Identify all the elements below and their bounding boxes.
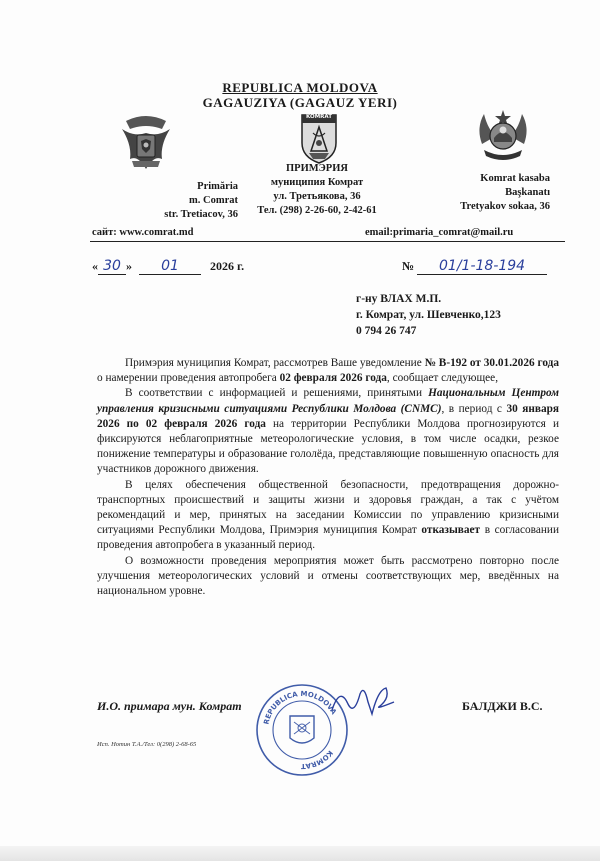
paragraph-2	[97, 386, 559, 477]
text-run: на территории Республики Молдова прогнозируются и фиксируются неблагоприятные метеорологические условия, в том числе осадки, резкое понижение температуры и образование гололёда, представляющие повышенную опасность для участников дорожного движения.	[97, 417, 559, 476]
cnmc-name: Национальным Центром управления кризисными ситуациями Республики Молдова (CNMC)	[97, 387, 559, 415]
page-bottom-shadow	[0, 846, 600, 861]
date-year: 2026 г.	[210, 259, 245, 273]
period-dates: 30 января 2026 по 02 февраля 2026 года	[97, 402, 560, 430]
header-middle-line: ул. Третьякова, 36	[273, 191, 361, 202]
notice-reference: № В-192 от 30.01.2026 года	[424, 357, 560, 369]
text-run: в согласовании проведения автопробега в указанный период.	[97, 524, 559, 552]
number-value: 01/1-18-194	[417, 258, 547, 275]
header-right-line: Komrat kasaba	[480, 173, 550, 184]
executor-note: Исп. Нотин Т.А./Тел: 0(298) 2-68-65	[97, 741, 197, 748]
text-run: , в период с	[441, 402, 507, 415]
text-run: Примэрия муниципия Комрат, рассмотрев Ваше уведомление	[125, 357, 425, 369]
header-left-line: Primăria	[197, 181, 238, 192]
seal-bottom-text: KOMRAT	[300, 748, 335, 771]
header-middle-line: муниципия Комрат	[270, 177, 364, 188]
paragraph-1	[97, 356, 559, 386]
number-label: №	[402, 259, 415, 273]
addressee-line: г-ну ВЛАХ М.П.	[356, 293, 442, 305]
addressee-block	[356, 291, 501, 339]
refusal-word: отказывает	[421, 524, 481, 537]
date-field	[92, 258, 244, 275]
emblem-label: KOMRAT	[306, 114, 332, 120]
header-divider	[90, 241, 565, 242]
addressee-line: г. Комрат, ул. Шевченко,123	[356, 309, 501, 321]
paragraph-3	[97, 478, 559, 554]
date-month: 01	[139, 258, 201, 275]
header-left-line: m. Comrat	[189, 195, 238, 206]
header-site: сайт: www.comrat.md	[92, 227, 194, 238]
paragraph-4: О возможности проведения мероприятия может быть рассмотрено повторно после улучшения метеорологических условий и отмены соответствующих мер, введённых на национальном уровне.	[97, 554, 559, 598]
header-country: REPUBLICA MOLDOVA	[222, 80, 378, 95]
signatory-name: БАЛДЖИ В.С.	[462, 699, 543, 713]
official-seal-icon	[254, 682, 350, 778]
header-left-column	[88, 180, 238, 222]
header-right-line: Tretyakov sokaa, 36	[460, 201, 550, 212]
header-right-column	[410, 172, 550, 214]
document-number	[402, 258, 547, 275]
header-left-line: str. Tretiacov, 36	[164, 209, 238, 220]
addressee-line: 0 794 26 747	[356, 325, 417, 337]
letter-body	[97, 356, 559, 599]
date-day: 30	[98, 258, 126, 275]
date-open-quote: «	[92, 259, 98, 273]
komrat-emblem-icon	[299, 113, 339, 165]
header-right-line: Başkanatı	[505, 187, 550, 198]
date-close-quote: »	[126, 259, 132, 273]
text-run: В целях обеспечения общественной безопасности, предотвращения дорожно-транспортных происшествий и защиты жизни и здоровья граждан, а так с учётом рекомендаций и мер, принятых на заседании Комиссии по управлению кризисными ситуациями Республики Молдова, Примэрия муниципия Комрат	[97, 478, 559, 537]
text-run: о намерении проведения автопробега	[97, 372, 280, 385]
gagauzia-emblem-icon	[474, 104, 532, 166]
seal-top-text: REPUBLICA MOLDOVA	[262, 689, 338, 726]
header-region: GAGAUZIYA (GAGAUZ YERI)	[202, 95, 398, 110]
event-date: 02 февраля 2026 года	[279, 372, 387, 385]
header-middle-line: ПРИМЭРИЯ	[286, 163, 348, 174]
header-email: email:primaria_comrat@mail.ru	[365, 227, 514, 238]
moldova-coat-of-arms-icon	[118, 115, 174, 177]
signatory-title: И.О. примара мун. Комрат	[97, 699, 242, 713]
header-middle-line: Тел. (298) 2-26-60, 2-42-61	[257, 205, 377, 216]
header-middle-column	[237, 162, 397, 218]
text-run: , сообщает следующее,	[386, 372, 499, 385]
text-run: В соответствии с информацией и решениями, принятыми	[125, 387, 429, 400]
